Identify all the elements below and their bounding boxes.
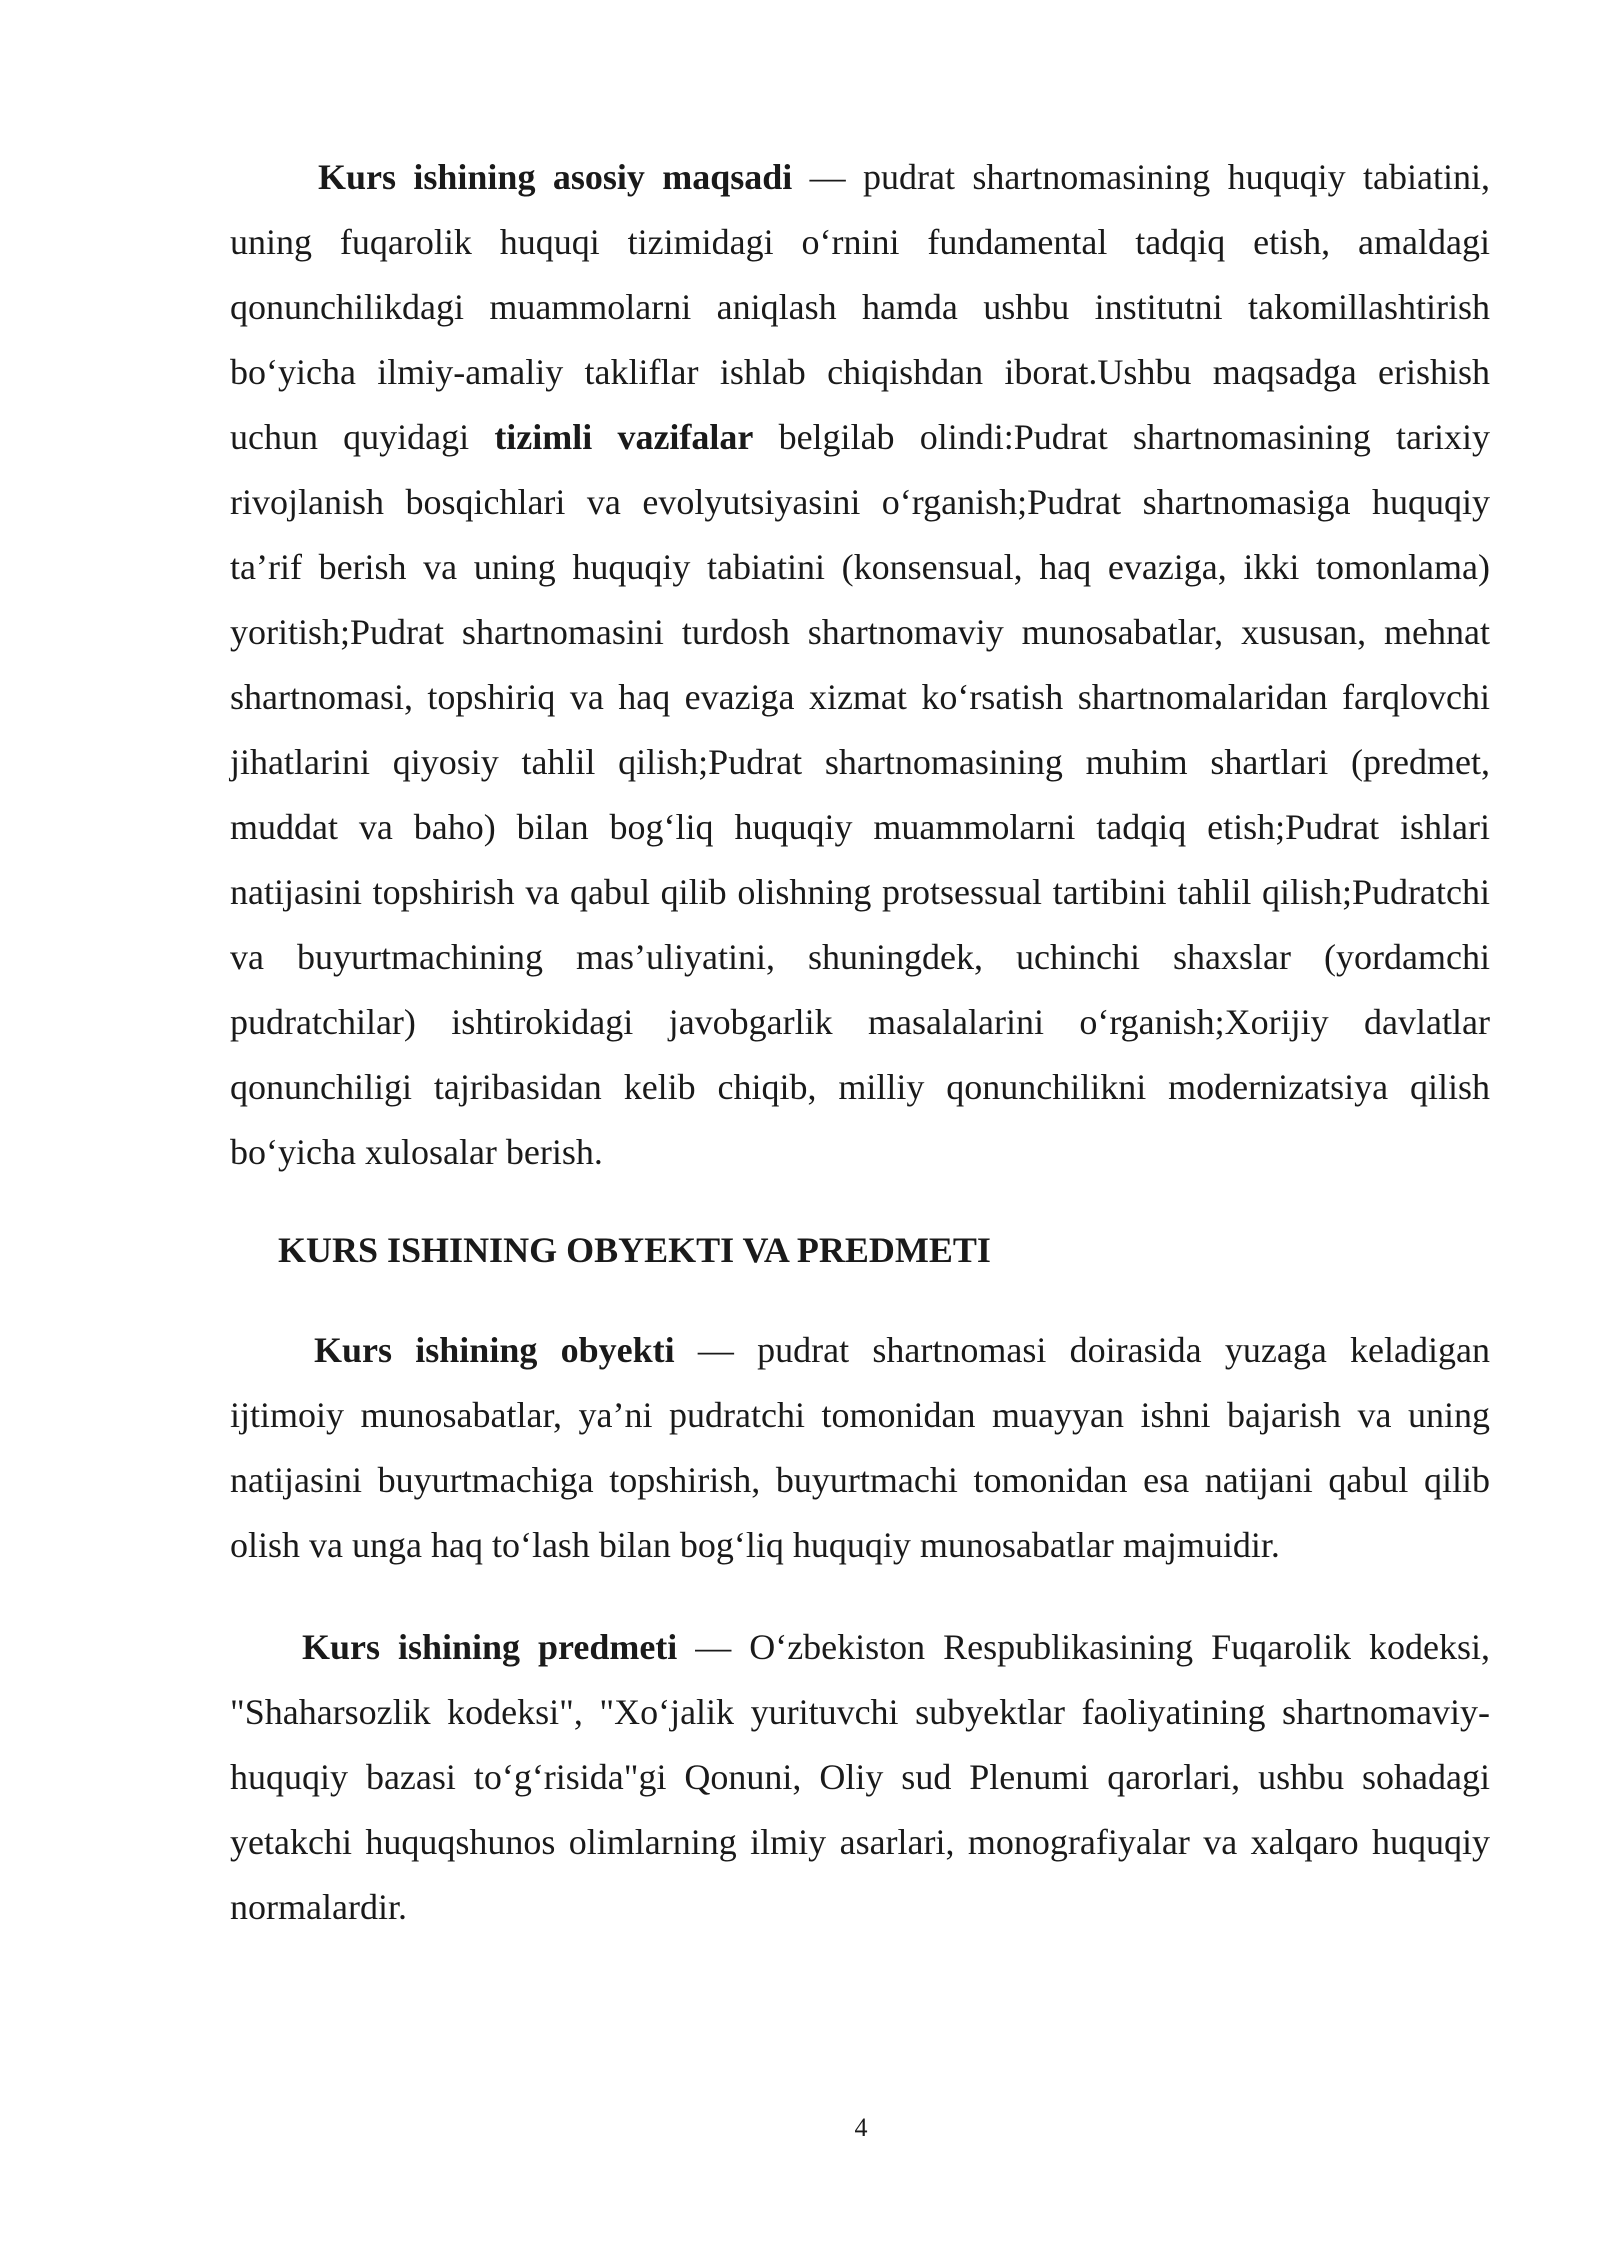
paragraph-predmet-lead: Kurs ishining predmeti	[302, 1627, 678, 1667]
page-number: 4	[854, 2113, 868, 2142]
section-heading: KURS ISHINING OBYEKTI VA PREDMETI	[278, 1230, 991, 1270]
paragraph-predmet-text: — Oʻzbekiston Respublikasining Fuqarolik kodeksi, "Shaharsozlik kodeksi", "Xoʻjalik yurituvchi subyektlar faoliyatining shartnomaviy-huquqiy bazasi toʻgʻrisida"gi Qonuni, Oliy sud Plenumi qarorlari, ushbu sohadagi yetakchi huquqshunos olimlarning ilmiy asarlari, monografiyalar va xalqaro huquqiy normalardir.	[230, 1627, 1491, 1927]
paragraph-obyekt	[230, 1318, 1490, 1578]
paragraph-obyekt-lead: Kurs ishining obyekti	[314, 1330, 675, 1370]
paragraph-maqsad	[230, 145, 1490, 1185]
paragraph-spacer	[230, 1578, 1490, 1615]
paragraph-predmet	[230, 1615, 1490, 1940]
paragraph-obyekt-text: — pudrat shartnomasi doirasida yuzaga keladigan ijtimoiy munosabatlar, ya’ni pudratchi tomonidan muayyan ishni bajarish va uning natijasini buyurtmachiga topshirish, buyurtmachi tomonidan esa natijani qabul qilib olish va unga haq toʻlash bilan bogʻliq huquqiy munosabatlar majmuidir.	[230, 1330, 1490, 1565]
page-content	[230, 145, 1490, 1940]
paragraph-maqsad-text: — pudrat shartnomasining huquqiy tabiatini, uning fuqarolik huquqi tizimidagi oʻrnini fundamental tadqiq etish, amaldagi qonunchilikdagi muammolarni aniqlash hamda ushbu institutni takomillashtirish boʻyicha ilmiy-amaliy takliflar ishlab chiqishdan iborat.Ushbu maqsadga erishish uchun quyidagi	[230, 157, 1491, 457]
paragraph-maqsad-lead: Kurs ishining asosiy maqsadi	[318, 157, 793, 197]
paragraph-maqsad-bold-term: tizimli vazifalar	[494, 417, 754, 457]
paragraph-maqsad-text-continued: belgilab olindi:Pudrat shartnomasining tarixiy rivojlanish bosqichlari va evolyutsiyasini oʻrganish;Pudrat shartnomasiga huquqiy ta’rif berish va uning huquqiy tabiatini (konsensual, haq evaziga, ikki tomonlama) yoritish;Pudrat shartnomasini turdosh shartnomaviy munosabatlar, xususan, mehnat shartnomasi, topshiriq va haq evaziga xizmat koʻrsatish shartnomalaridan farqlovchi jihatlarini qiyosiy tahlil qilish;Pudrat shartnomasining muhim shartlari (predmet, muddat va baho) bilan bogʻliq huquqiy muammolarni tadqiq etish;Pudrat ishlari natijasini topshirish va qabul qilib olishning protsessual tartibini tahlil qilish;Pudratchi va buyurtmachining mas’uliyatini, shuningdek, uchinchi shaxslar (yordamchi pudratchilar) ishtirokidagi javobgarlik masalalarini oʻrganish;Xorijiy davlatlar qonunchiligi tajribasidan kelib chiqib, milliy qonunchilikni modernizatsiya qilish boʻyicha xulosalar berish.	[230, 417, 1490, 1172]
